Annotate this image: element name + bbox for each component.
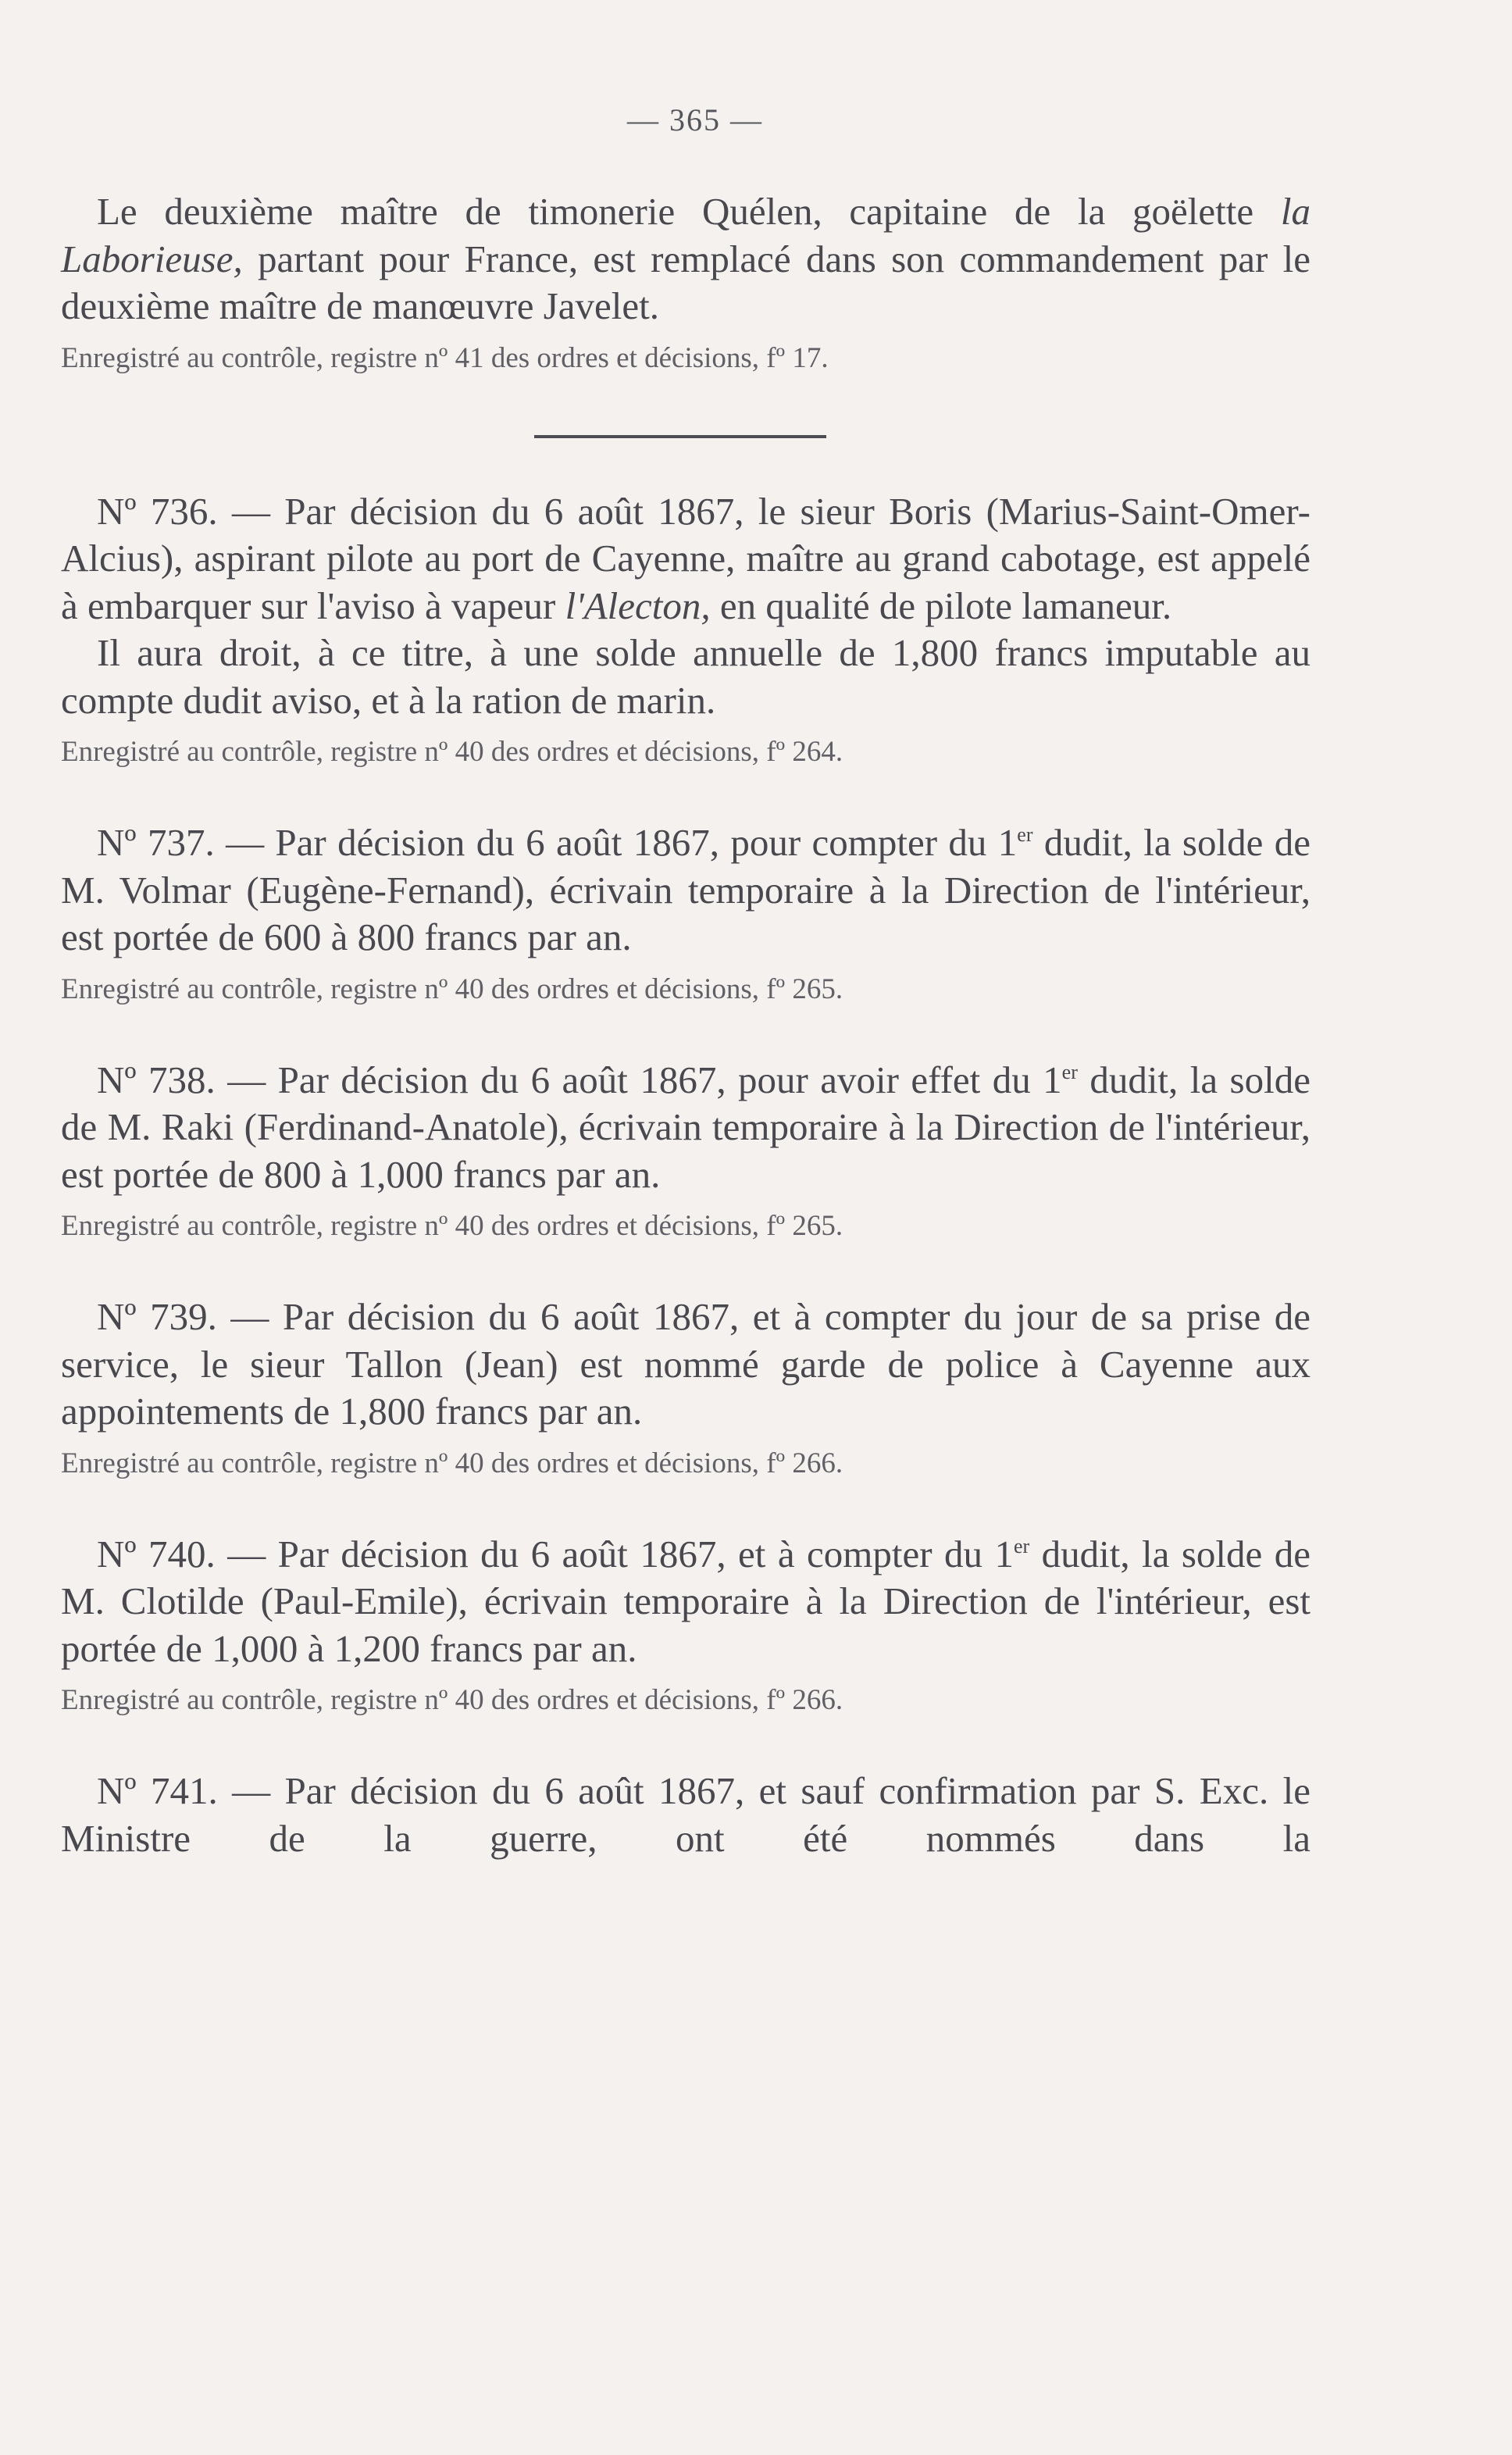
ship-name: l'Alecton, — [565, 583, 711, 627]
document-page — [61, 102, 1311, 1862]
decision-entry-740 — [61, 1531, 1311, 1718]
decision-entry-739 — [61, 1294, 1311, 1481]
decision-number: Nº 740. — [97, 1532, 216, 1575]
register-note: Enregistré au contrôle, registre nº 40 des ordres et décisions, fº 265. — [61, 1210, 843, 1242]
intro-paragraph: Le deuxième maître de timonerie Quélen, capitaine de la goëlette la Laborieuse, partant pour France, est remplacé dans son commandement par le deuxième maître de manœuvre Javelet. — [61, 190, 1311, 327]
intro-entry — [61, 188, 1311, 376]
decision-paragraph-continued: Il aura droit, à ce titre, à une solde annuelle de 1,800 francs imputable au compte dudit aviso, et à la ration de marin. — [61, 631, 1311, 722]
decision-paragraph: Nº 740. — Par décision du 6 août 1867, et à compter du 1er dudit, la solde de M. Clotilde (Paul-Emile), écrivain temporaire à la Direction de l'intérieur, est portée de 1,000 à 1,200 francs par an. — [61, 1532, 1311, 1670]
decision-paragraph: Nº 741. — Par décision du 6 août 1867, et sauf confirmation par S. Exc. le Ministre de la guerre, ont été nommés dans la — [61, 1769, 1311, 1860]
page-number: — 365 — — [627, 102, 763, 137]
decision-number: Nº 741. — [97, 1769, 218, 1812]
section-divider — [534, 435, 826, 438]
decision-paragraph: Nº 736. — Par décision du 6 août 1867, le sieur Boris (Marius-Saint-Omer-Alcius), aspirant pilote au port de Cayenne, maître au grand cabotage, est appelé à embarquer sur l'aviso à vapeur l'Alecton, en qualité de pilote lamaneur. — [61, 489, 1311, 627]
decision-number: Nº 737. — [97, 821, 215, 864]
decision-number: Nº 738. — [97, 1058, 216, 1101]
decision-number: Nº 739. — [97, 1295, 217, 1338]
register-note: Enregistré au contrôle, registre nº 41 des ordres et décisions, fº 17. — [61, 341, 829, 374]
decision-paragraph: Nº 737. — Par décision du 6 août 1867, pour compter du 1er dudit, la solde de M. Volmar (Eugène-Fernand), écrivain temporaire à la Direction de l'intérieur, est portée de 600 à 800 francs par an. — [61, 821, 1311, 958]
register-note: Enregistré au contrôle, registre nº 40 des ordres et décisions, fº 266. — [61, 1684, 843, 1716]
register-note: Enregistré au contrôle, registre nº 40 des ordres et décisions, fº 264. — [61, 736, 843, 768]
decision-entry-738 — [61, 1057, 1311, 1244]
register-note: Enregistré au contrôle, registre nº 40 des ordres et décisions, fº 266. — [61, 1447, 843, 1479]
decision-paragraph: Nº 738. — Par décision du 6 août 1867, pour avoir effet du 1er dudit, la solde de M. Raki (Ferdinand-Anatole), écrivain temporaire à la Direction de l'intérieur, est portée de 800 à 1,000 francs par an. — [61, 1058, 1311, 1196]
decision-entry-737 — [61, 819, 1311, 1007]
register-note: Enregistré au contrôle, registre nº 40 des ordres et décisions, fº 265. — [61, 972, 843, 1005]
decision-entry-736 — [61, 488, 1311, 770]
ship-name: la Laborieuse, — [61, 190, 1311, 280]
decision-number: Nº 736. — [97, 489, 218, 533]
decision-paragraph: Nº 739. — Par décision du 6 août 1867, et à compter du jour de sa prise de service, le sieur Tallon (Jean) est nommé garde de police à Cayenne aux appointements de 1,800 francs par an. — [61, 1295, 1311, 1433]
decision-entry-741 — [61, 1768, 1311, 1862]
